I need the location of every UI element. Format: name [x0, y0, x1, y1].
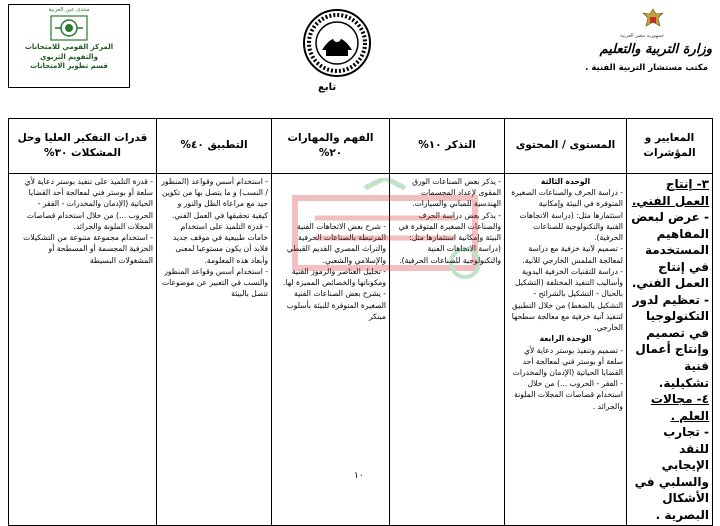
- remember-item: - يذكر بعض دراسة الحرف والصناعات الصغيرة المتوفرة في البيئة وإمكانية استثمارها مثل: (دراسة الاتجاهات الفنية والتكنولوجية للصناعات الحرفية).: [398, 210, 501, 265]
- header-criteria: المعايير و المؤشرات: [627, 119, 713, 174]
- content-item: - دراسة للتقنيات الخزفية اليدوية وأساليب التنفيذ المختلفة (التشكيل بالحبال - التشكيل بالشرائح - التشكيل بالضغط) من خلال التطبيق لتنفيذ آنية خزفية مع معالجة سطحها الخارجي.: [511, 266, 623, 333]
- content-item: - دراسة الحرف والصناعات الصغيرة المتوفرة في البيئة وإمكانية استثمارها مثل: (دراسة الاتجاهات الفنية والتكنولوجية للصناعات الحرفية).: [511, 188, 623, 243]
- application-item: - قدرة التلميذ على استخدام خامات طبيعية في موقف جديد فلابد أن يكون مستوعبا لمعنى وأبعاد هذه المعلومة.: [172, 221, 268, 265]
- criteria-cell: [627, 174, 713, 526]
- page-subtitle: تابع: [318, 82, 337, 93]
- application-item: - استخدام أسس وقواعد (المنظور / النسب) و ما يتصل بها من تكوين جيد مع مراعاة الظل والنور و كيفية تحقيقها في العمل الفني.: [161, 177, 268, 220]
- application-cell: [157, 174, 272, 526]
- eagle-emblem-icon: [640, 6, 666, 32]
- criteria-item: - عرض لبعض المفاهيم المستخدمة في إنتاج العمل الفني.: [631, 210, 709, 291]
- republic-label: جمهورية مصر العربية: [620, 33, 664, 39]
- header-remember: التذكر ١٠%: [390, 119, 505, 174]
- understanding-cell: [272, 174, 390, 526]
- content-item: - تصميم لآنية خزفية مع دراسة لمعالجة الملمس الخارجي للآنية.: [522, 244, 623, 265]
- remember-item: - يذكر بعض الصناعات الورق المقوى لإعداد المجسمات الهندسية للمباني والسيارات.: [412, 177, 501, 209]
- application-item: - استخدام أسس وقواعد المنظور والنسب في التعبير عن موضوعات تتصل بالبيئة: [161, 266, 268, 299]
- criteria-item: - تجارب للنقد الإيجابي والسلبي في الأشكال البصرية .: [634, 425, 709, 522]
- left-logo-box: [8, 4, 130, 88]
- criteria-item: ٤- مجالات العلم .: [650, 392, 709, 423]
- left-logo-line-2: والتقويم التربوي: [40, 52, 98, 61]
- criteria-item: ٣- إنتاج العمل الفني.: [631, 177, 709, 208]
- table-header-row: [9, 119, 713, 174]
- understanding-item: - تحليل العناصر والرموز الفنية ومكوناتها والخصائص المميزة لها.: [283, 266, 386, 288]
- center-seal-icon: [302, 8, 372, 78]
- unit-heading: الوحدة الرابعة: [539, 334, 592, 344]
- higher-thinking-item: - استخدام مجموعة متنوعة من التشكيلات الخزفية المجسمة أو المسطحة أو المشغولات البسيطة: [23, 233, 153, 265]
- unit-heading: الوحدة الثالثة: [540, 177, 591, 186]
- remember-cell: [390, 174, 505, 526]
- content-cell: [505, 174, 627, 526]
- higher-thinking-cell: [9, 174, 157, 526]
- criteria-table: [8, 118, 713, 526]
- header-level-content: المستوى / المحتوى: [505, 119, 627, 174]
- ministry-title: وزارة التربية والتعليم: [599, 42, 712, 57]
- page-number: ١٠: [354, 471, 364, 481]
- content-item: - تصميم وتنفيذ بوستر دعاية لأي سلعة أو بوستر فني لمعالجة أحد القضايا الحياتية (الإدمان والمخدرات - الفقر - الحروب ...) من خلال استخدام قصاصات المجلات الملونة والجرائد .: [512, 345, 623, 411]
- header-higher-thinking: قدرات التفكير العليا وحل المشكلات ٣٠%: [9, 119, 157, 174]
- left-logo-tag: منتدى عين العربية: [48, 7, 90, 13]
- office-title: مكتب مستشار التربية الفنية .: [585, 63, 708, 73]
- understanding-item: - شرح بعض الاتجاهات الفنية المرتبطة بالصناعات الحرفية والتراث المصري القديم القبطي والإسلامي والشعبي.: [286, 221, 386, 265]
- criteria-item: - تعظيم لدور التكنولوجيا في تصميم وإنتاج أعمال فنية تشكيلية.: [632, 292, 709, 390]
- understanding-item: - يشرح بعض الصناعات الفنية الصغيرة المتوفرة للبيئة بأسلوب مبتكر: [286, 289, 386, 321]
- left-logo-line-1: المركز القومي للامتحانات: [24, 43, 114, 52]
- green-emblem-icon: [50, 15, 88, 41]
- header-application: التطبيق ٤٠%: [157, 119, 272, 174]
- header-understanding: الفهم والمهارات ٢٠%: [272, 119, 390, 174]
- left-logo-line-3: قسم تطوير الامتحانات: [30, 62, 108, 71]
- higher-thinking-item: - قدرة التلميذ على تنفيذ بوستر دعاية لأي سلعة أو بوستر فني لمعالجة أحد القضايا الحياتية (الإدمان والمخدرات - الفقر - الحروب ...) من خلال استخدام قصاصات المجلات الملونة والجرائد.: [24, 177, 153, 231]
